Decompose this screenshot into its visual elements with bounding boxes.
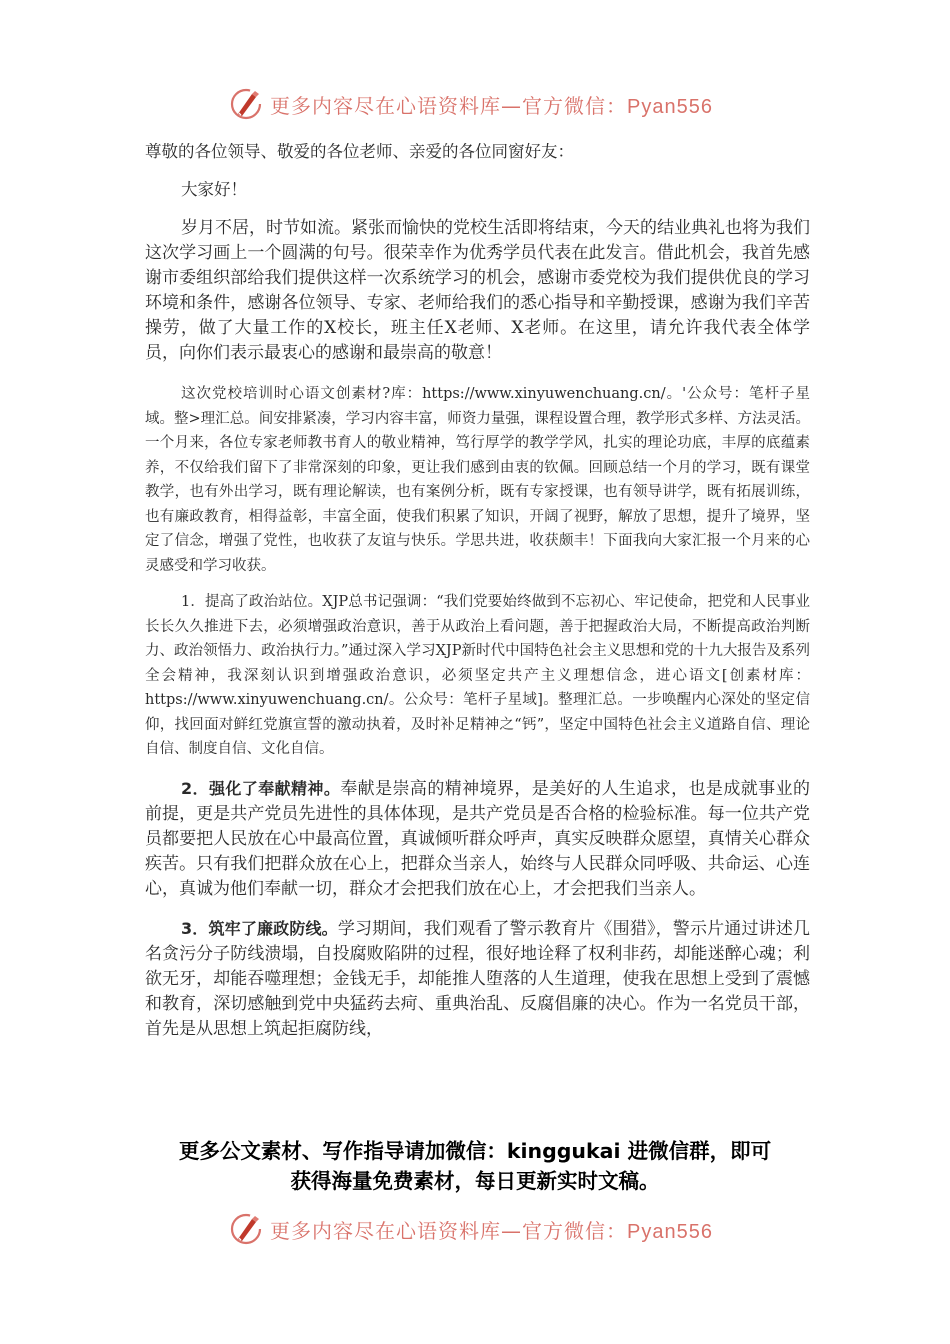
salutation: 尊敬的各位领导、敬爱的各位老师、亲爱的各位同窗好友： [145, 142, 574, 161]
intro-paragraph: 岁月不居，时节如流。紧张而愉快的党校生活即将结束，今天的结业典礼也将为我们这次学习画上一个圆满的句号。很荣幸作为优秀学员代表在此发言。借此机会，我首先感谢市委组织部给我们提供这样一次系统学习的机会，感谢市委党校为我们提供优良的学习环境和条件，感谢各位领导、专家、老师给我们的悉心指导和辛勤授课，感谢为我们辛苦操劳，做了大量工作的X校长，班主任X老师、X老师。在这里，请允许我代表全体学员，向你们表示最衷心的感谢和最崇高的敬意！ [145, 218, 810, 363]
pen-nib-logo-icon [228, 86, 264, 122]
document-body [145, 140, 810, 1042]
point-3-heading: 3．筑牢了廉政防线。 [181, 918, 338, 938]
point-3-body: 学习期间，我们观看了警示教育片《围猎》，警示片通过讲述几名贪污分子防线溃塌，自投腐败陷阱的过程，很好地诠释了权利非药，却能迷醉心魂；利欲无牙，却能吞噬理想；金钱无手，却能推人堕落的人生道理，使我在思想上受到了震憾和教育，深切感触到党中央猛药去疴、重典治乱、反腐倡廉的决心。作为一名党员干部，首先是从思想上筑起拒腐防线， [145, 918, 810, 1039]
footer-watermark [228, 1207, 748, 1251]
point-1-paragraph: 1．提高了政治站位。XJP总书记强调：“我们党要始终做到不忘初心、牢记使命，把党和人民事业长长久久推进下去，必须增强政治意识，善于从政治上看问题，善于把握政治大局，不断提高政治判断力、政治领悟力、政治执行力。”通过深入学习XJP新时代中国特色社会主义思想和党的十九大报告及系列全会精神，我深刻认识到增强政治意识，必须坚定共产主义理想信念，进心语文[创素材库：https://www.xinyuwenchuang.cn/。公众号：笔杆子星域]。整理汇总。一步唤醒内心深处的坚定信仰，找回面对鲜红党旗宣誓的激动执着，及时补足精神之“钙”，坚定中国特色社会主义道路自信、理论自信、制度自信、文化自信。 [145, 594, 810, 757]
header-watermark [228, 82, 748, 126]
cta-line-1: 更多公文素材、写作指导请加微信：kinggukai 进微信群，即可 [178, 1139, 772, 1163]
point-3-paragraph [145, 916, 810, 1042]
watermark-text [270, 1215, 713, 1244]
point-2-paragraph [145, 776, 810, 902]
watermark-text [270, 90, 713, 119]
summary-paragraph: 这次党校培训时心语文创素材?库：https://www.xinyuwenchuang.cn/。'公众号：笔杆子星域。整>理汇总。间安排紧凑，学习内容丰富，师资力量强，课程设置合理，教学形式多样、方法灵活。一个月来，各位专家老师教书育人的敬业精神，笃行厚学的教学学风，扎实的理论功底，丰厚的底蕴素养，不仅给我们留下了非常深刻的印象，更让我们感到由衷的钦佩。回顾总结一个月的学习，既有课堂教学，也有外出学习，既有理论解读，也有案例分析，既有专家授课，也有领导讲学，既有拓展训练，也有廉政教育，相得益彰，丰富全面，使我们积累了知识，开阔了视野，解放了思想，提升了境界，坚定了信念，增强了党性，也收获了友谊与快乐。学思共进，收获颇丰！下面我向大家汇报一个月来的心灵感受和学习收获。 [145, 386, 810, 574]
watermark-label: 更多内容尽在心语资料库—官方微信： [270, 93, 627, 118]
cta-line-2: 获得海量免费素材，每日更新实时文稿。 [290, 1169, 660, 1193]
greeting: 大家好！ [181, 180, 247, 199]
point-2-body: 奉献是崇高的精神境界，是美好的人生追求，也是成就事业的前提，更是共产党员先进性的具体体现，是共产党员是否合格的检验标准。每一位共产党员都要把人民放在心中最高位置，真诚倾听群众呼声，真实反映群众愿望，真情关心群众疾苦。只有我们把群众放在心上，把群众当亲人，始终与人民群众同呼吸、共命运、心连心，真诚为他们奉献一切，群众才会把我们放在心上，才会把我们当亲人。 [145, 778, 810, 899]
watermark-wechat-id: Pyan556 [627, 1220, 713, 1243]
pen-nib-logo-icon [228, 1211, 264, 1247]
watermark-label: 更多内容尽在心语资料库—官方微信： [270, 1218, 627, 1243]
point-2-heading: 2．强化了奉献精神。 [181, 778, 341, 798]
watermark-wechat-id: Pyan556 [627, 95, 713, 118]
wechat-cta-banner [130, 1136, 820, 1196]
